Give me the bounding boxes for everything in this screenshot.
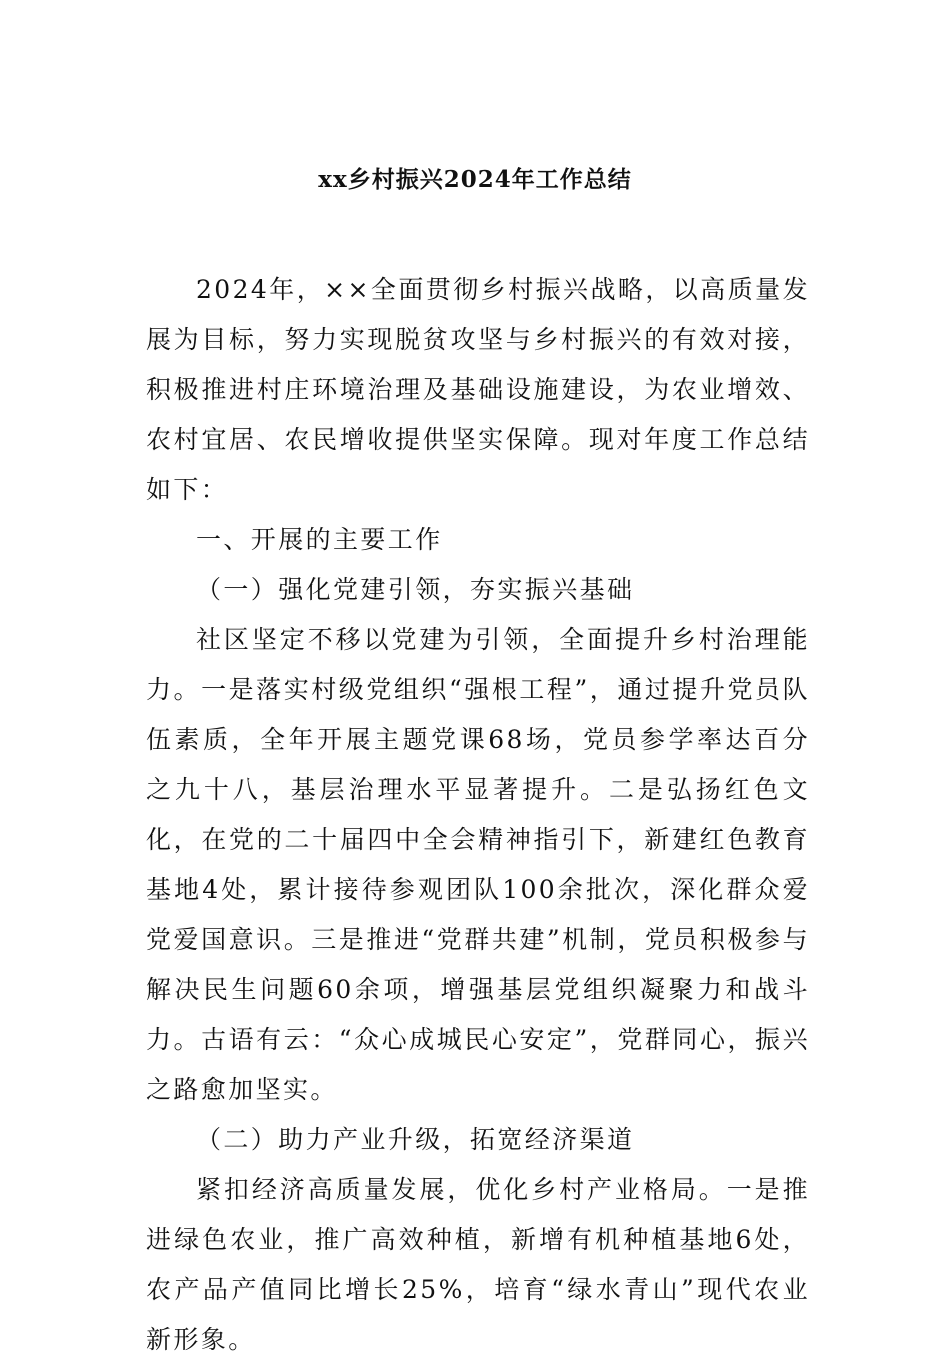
subsection-heading-industry-upgrade: （二）助力产业升级，拓宽经济渠道 (196, 1125, 635, 1154)
document-body (146, 265, 810, 1365)
document-title: xx乡村振兴2024年工作总结 (318, 166, 632, 193)
party-building-paragraph: 社区坚定不移以党建为引领，全面提升乡村治理能力。一是落实村级党组织“强根工程”，通过提升党员队伍素质，全年开展主题党课68场，党员参学率达百分之九十八，基层治理水平显著提升。二是弘扬红色文化，在党的二十届四中全会精神指引下，新建红色教育基地4处，累计接待参观团队100余批次，深化群众爱党爱国意识。三是推进“党群共建”机制，党员积极参与解决民生问题60余项，增强基层党组织凝聚力和战斗力。古语有云：“众心成城民心安定”，党群同心，振兴之路愈加坚实。 (146, 625, 810, 1104)
section-heading-main-work: 一、开展的主要工作 (196, 525, 443, 554)
industry-upgrade-paragraph: 紧扣经济高质量发展，优化乡村产业格局。一是推进绿色农业，推广高效种植，新增有机种植基地6处，农产品产值同比增长25%，培育“绿水青山”现代农业新形象。 (146, 1175, 810, 1354)
subsection-heading-party-building: （一）强化党建引领，夯实振兴基础 (196, 575, 635, 604)
intro-paragraph: 2024年，××全面贯彻乡村振兴战略，以高质量发展为目标，努力实现脱贫攻坚与乡村振兴的有效对接，积极推进村庄环境治理及基础设施建设，为农业增效、农村宜居、农民增收提供坚实保障。现对年度工作总结如下： (146, 275, 810, 504)
